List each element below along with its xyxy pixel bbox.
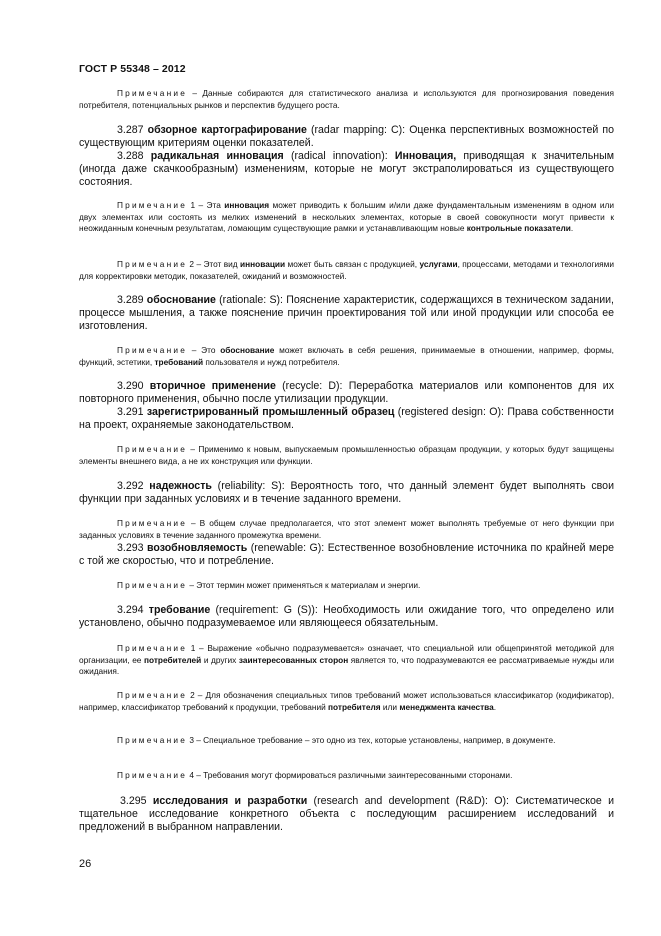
term-3-289: 3.289 обоснование (rationale: S): Пояснение характеристик, содержащихся в техническом задании, процессе мышления, а также пояснение причин проектирования той или иной продукции или способа ее изготовления. <box>79 294 614 333</box>
term-3-295: 3.295 исследования и разработки (research and development (R&D): O): Систематическое и тщательное исследование конкретного объекта с последующим расширением исследований и предложений в выбранном направлении. <box>79 795 615 834</box>
term-3-287: 3.287 обзорное картографирование (radar mapping: C): Оценка перспективных возможностей по существующим критериям оценки показателей. <box>79 124 614 150</box>
term-title: вторичное применение <box>149 380 276 392</box>
term-3-291: 3.291 зарегистрированный промышленный образец (registered design: O): Права собственности на проект, охраняемые законодательством. <box>79 406 614 432</box>
term-3-292: 3.292 надежность (reliability: S): Вероятность того, что данный элемент будет выполнять свои функции при заданных условиях и в течение заданного времени. <box>79 480 614 506</box>
term-title: надежность <box>149 480 212 492</box>
note-3-292: Примечание – В общем случае предполагается, что этот элемент может выполнять требуемые от него функции при заданных условиях в течение заданного промежутка времени. <box>79 518 614 540</box>
note-3-291: Примечание – Применимо к новым, выпускаемым промышленностью образцам продукции, у которых будут защищены элементы внешнего вида, а не их конструкция или функции. <box>79 444 614 466</box>
term-title: радикальная инновация <box>150 150 284 162</box>
note-3-288-1: Примечание 1 – Эта инновация может приводить к большим и/или даже фундаментальным изменениям в одном или двух элементах или состоять из мелких изменений в нескольких элементах, которые в своей совокупности могут привести к неожиданным конечным результатам, ломающим существующие рамки и устанавливающим новые контрольные показатели. <box>79 200 615 234</box>
note-3-293: Примечание – Этот термин может применяться к материалам и энергии. <box>117 580 421 590</box>
term-3-288: 3.288 радикальная инновация (radical innovation): Инновация, приводящая к значительным (иногда даже скачкообразным) изменениям, которые не могут экстраполироваться из существующего состояния. <box>79 150 614 189</box>
note-3-294-1: Примечание 1 – Выражение «обычно подразумевается» означает, что специальной или общепринятой методикой для организации, ее потребителей и других заинтересованных сторон является то, что подразумеваются ее рассматриваемые нужды или ожидания. <box>79 643 614 677</box>
note-3-294-4: Примечание 4 – Требования могут формироваться различными заинтересованными сторонами. <box>117 770 513 780</box>
term-title: требование <box>148 604 211 616</box>
term-title: возобновляемость <box>146 542 248 554</box>
term-title: исследования и разработки <box>152 795 308 807</box>
note-3-294-3: Примечание 3 – Специальное требование – это одно из тех, которые установлены, например, в документе. <box>117 735 556 745</box>
term-3-294: 3.294 требование (requirement: G (S)): Необходимость или ожидание того, что определено или установлено, обычно подразумеваемое или являющееся обязательным. <box>79 604 614 630</box>
term-3-290: 3.290 вторичное применение (recycle: D): Переработка материалов или компонентов для их повторного применения, обычно после утилизации продукции. <box>79 380 614 406</box>
term-3-293: 3.293 возобновляемость (renewable: G): Естественное возобновление источника по крайней мере с той же скоростью, что и потребление. <box>79 542 614 568</box>
note-3-294-2: Примечание 2 – Для обозначения специальных типов требований может использоваться классификатор (кодификатор), например, классификатор требований к продукции, требований потребителя или менеджмента качества. <box>79 690 614 712</box>
page-number: 26 <box>79 858 92 870</box>
term-title: обоснование <box>146 294 216 306</box>
note-3-288-2: Примечание 2 – Этот вид инновации может быть связан с продукцией, услугами, процессами, методами и технологиями для корректировки методик, показателей, ожиданий и возможностей. <box>79 259 614 281</box>
note-statistics: Примечание – Данные собираются для статистического анализа и используются для прогнозирования поведения потребителя, потенциальных рынков и перспектив будущего роста. <box>79 88 614 110</box>
term-title: зарегистрированный промышленный образец <box>146 406 395 418</box>
document-header: ГОСТ Р 55348 – 2012 <box>79 63 186 75</box>
term-title: обзорное картографирование <box>147 124 307 136</box>
note-3-289: Примечание – Это обоснование может включать в себя решения, принимаемые в отношении, например, формы, функций, эстетики, требований пользователя и нужд потребителя. <box>79 345 614 367</box>
